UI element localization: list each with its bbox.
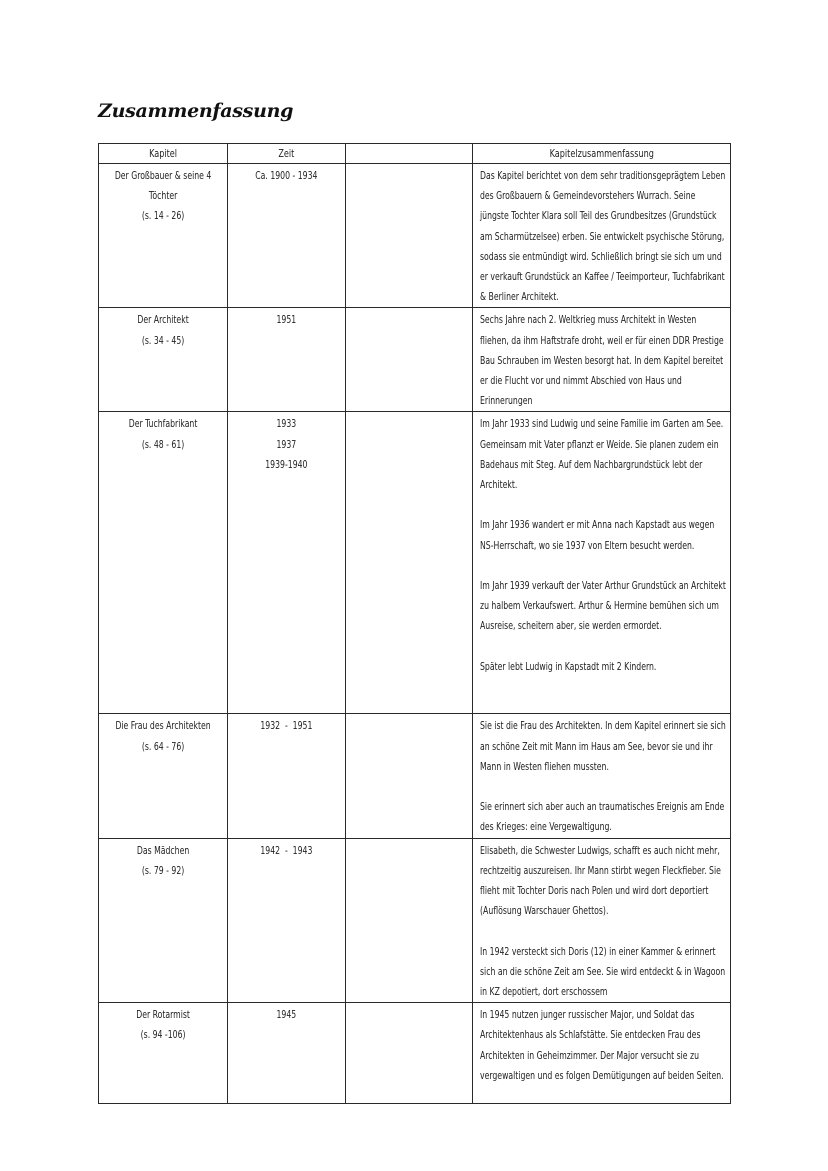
summary-paragraph: Sie erinnert sich aber auch an traumatisches Ereignis am Ende des Krieges: eine Vergewaltigung. [480,801,725,834]
cell-kapitel [99,164,228,308]
cell-zusammenfassung [473,308,731,412]
header-kapitel: Kapitel [99,144,228,164]
cell-zusammenfassung [473,412,731,714]
zeit-line: 1933 [276,418,297,431]
zeit-line: 1942 - 1943 [260,844,313,857]
zeit-line: 1932 - 1951 [260,720,313,733]
kapitel-line: (s. 94 -106) [140,1029,186,1042]
cell-kapitel [99,412,228,714]
table-row [99,412,731,714]
cell-zeit [228,1003,346,1104]
zeit-line: Ca. 1900 - 1934 [255,170,318,182]
cell-empty [346,412,473,714]
cell-kapitel [99,308,228,412]
cell-empty [346,714,473,838]
kapitel-line: Der Großbauer & seine 4 [114,170,212,182]
cell-empty [346,308,473,412]
zeit-line: 1937 [276,438,297,451]
cell-zeit [228,838,346,1003]
zeit-line: 1945 [276,1009,297,1022]
cell-empty [346,164,473,308]
table-row [99,714,731,838]
cell-empty [346,838,473,1003]
cell-zusammenfassung [473,1003,731,1104]
cell-zeit [228,714,346,838]
cell-kapitel [99,714,228,838]
kapitel-line: Der Architekt [137,314,189,327]
kapitel-line: (s. 48 - 61) [141,438,185,451]
summary-paragraph: Das Kapitel berichtet von dem sehr traditionsgeprägtem Leben des Großbauern & Gemeindevorstehers Wurrach. Seine jüngste Tochter Klara soll Teil des Grundbesitzes (Grundstück am Scharmützelsee) erben. Sie entwickelt psychische Störung, sodass sie entmündigt wird. Schließlich bringt sie sich um und er verkauft Grundstück an Kaffee / Teeimporteur, Tuchfabrikant & Berliner Architekt. [480,170,726,304]
table-row [99,1003,731,1104]
kapitel-line: Der Tuchfabrikant [128,418,198,431]
document-title: Zusammenfassung [98,100,294,122]
summary-paragraph: Im Jahr 1933 sind Ludwig und seine Familie im Garten am See. Gemeinsam mit Vater pflanzt er Weide. Sie planen zudem ein Badehaus mit Steg. Auf dem Nachbargrundstück lebt der Architekt. [480,418,724,492]
summary-paragraph: Elisabeth, die Schwester Ludwigs, schafft es auch nicht mehr, rechtzeitig auszureisen. Ihr Mann stirbt wegen Fleckfieber. Sie flieht mit Tochter Doris nach Polen und wird dort deportiert (Auflösung Warschauer Ghettos). [480,844,721,918]
zeit-line: 1951 [276,314,297,327]
cell-zusammenfassung [473,838,731,1003]
cell-zeit [228,308,346,412]
table-row [99,308,731,412]
kapitel-line: Das Mädchen [136,844,190,857]
cell-zeit [228,164,346,308]
kapitel-line: (s. 64 - 76) [141,740,185,753]
cell-zusammenfassung [473,714,731,838]
kapitel-line: (s. 34 - 45) [141,334,185,347]
header-kapitelzusammenfassung: Kapitelzusammenfassung [473,144,731,164]
summary-paragraph: Im Jahr 1936 wandert er mit Anna nach Kapstadt aus wegen NS-Herrschaft, wo sie 1937 von Eltern besucht werden. [480,519,715,552]
kapitel-line: Die Frau des Architekten [115,720,211,733]
table-row [99,164,731,308]
summary-paragraph: Später lebt Ludwig in Kapstadt mit 2 Kindern. [480,660,657,673]
summary-paragraph: Im Jahr 1939 verkauft der Vater Arthur Grundstück an Architekt zu halbem Verkaufswert. Arthur & Hermine bemühen sich um Ausreise, scheitern aber, sie werden ermordet. [480,580,726,633]
table-header-row [99,144,731,164]
cell-kapitel [99,838,228,1003]
summary-paragraph: In 1945 nutzen junger russischer Major, und Soldat das Architektenhaus als Schlafstätte. Sie entdecken Frau des Architekten in Geheimzimmer. Der Major versucht sie zu vergewaltigen und es folgen Demütigungen auf beiden Seiten. [480,1009,724,1082]
summary-paragraph: Sie ist die Frau des Architekten. In dem Kapitel erinnert sie sich an schöne Zeit mit Mann im Haus am See, bevor sie und ihr Mann in Westen fliehen mussten. [480,720,726,773]
cell-zusammenfassung [473,164,731,308]
table-row [99,838,731,1003]
cell-zeit [228,412,346,714]
kapitel-line: (s. 14 - 26) [141,210,185,223]
cell-kapitel [99,1003,228,1104]
chapter-summary-table [98,143,731,1104]
summary-paragraph: In 1942 versteckt sich Doris (12) in einer Kammer & erinnert sich an die schöne Zeit am See. Sie wird entdeckt & in Wagoon in KZ depotiert, dort erschossem [480,945,726,999]
summary-paragraph: Sechs Jahre nach 2. Weltkrieg muss Architekt in Westen fliehen, da ihm Haftstrafe droht, weil er für einen DDR Prestige Bau Schrauben im Westen besorgt hat. In dem Kapitel bereitet er die Flucht vor und nimmt Abschied von Haus und Erinnerungen [480,314,724,408]
zeit-line: 1939-1940 [265,458,308,471]
header-zeit: Zeit [228,144,346,164]
kapitel-line: Der Rotarmist [136,1009,190,1022]
cell-empty [346,1003,473,1104]
kapitel-line: Töchter [148,190,178,203]
header-empty [346,144,473,164]
kapitel-line: (s. 79 - 92) [141,864,185,877]
